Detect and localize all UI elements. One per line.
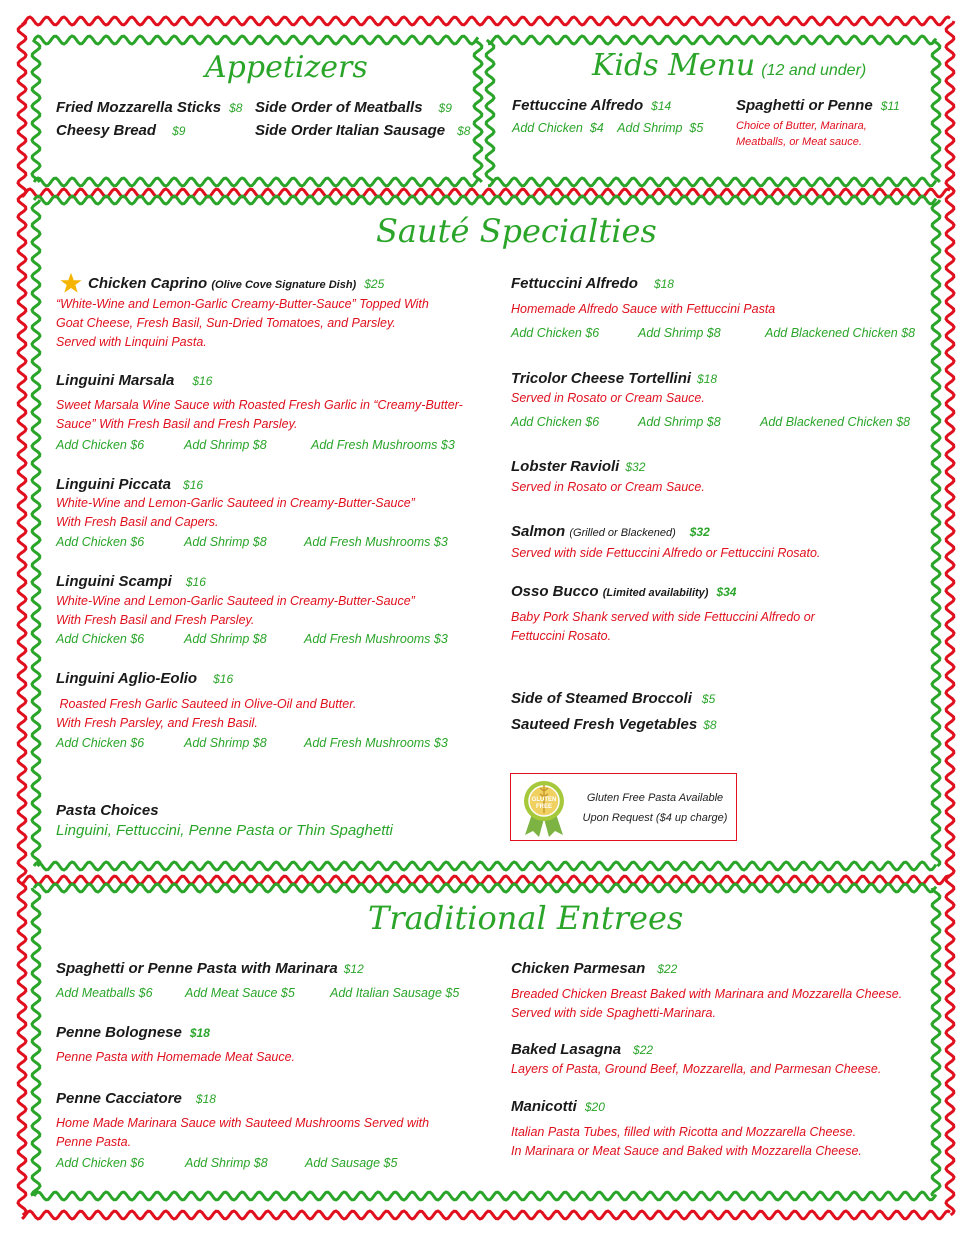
- item-name: Spaghetti or Penne: [736, 97, 873, 114]
- item-price: $16: [183, 478, 204, 492]
- addon-option: Add Shrimp $8: [184, 535, 267, 549]
- item-name: Fettuccine Alfredo: [512, 97, 644, 114]
- menu-item: [511, 458, 645, 475]
- item-price: $18: [189, 1026, 210, 1040]
- kids-age-note: (12 and under): [761, 62, 867, 79]
- wavy-border-line: [32, 200, 40, 866]
- item-price: $25: [364, 277, 385, 291]
- menu-item: [511, 716, 717, 733]
- wavy-border-line: [488, 36, 936, 44]
- wavy-border-line: [34, 178, 478, 186]
- item-note: (Olive Cove Signature Dish): [211, 279, 357, 291]
- item-description: Roasted Fresh Garlic Sauteed in Olive-Oil and Butter.: [56, 697, 357, 711]
- badge-text: FREE: [535, 804, 553, 810]
- wavy-border-line: [22, 189, 950, 197]
- wavy-border-line: [34, 884, 936, 892]
- addon-option: Add Chicken $6: [511, 326, 600, 340]
- item-description: Sweet Marsala Wine Sauce with Roasted Fresh Garlic in “Creamy-Butter-: [56, 398, 463, 412]
- appetizers-heading: Appetizers: [205, 50, 368, 85]
- item-description: Breaded Chicken Breast Baked with Marinara and Mozzarella Cheese.: [511, 987, 903, 1001]
- addon-option: Add Shrimp $8: [184, 438, 267, 452]
- addon-options: Add Chicken $4 Add Shrimp $5: [512, 121, 704, 135]
- addon-option: Add Chicken $6: [56, 535, 145, 549]
- item-name: Spaghetti or Penne Pasta with Marinara: [56, 960, 338, 977]
- menu-item: [56, 670, 233, 687]
- kids-menu-title: Kids Menu: [592, 48, 756, 83]
- item-price: $22: [633, 1043, 654, 1057]
- wavy-border-line: [34, 196, 936, 204]
- wavy-border-line: [18, 21, 26, 1215]
- item-price: $9: [438, 101, 452, 115]
- item-description: Goat Cheese, Fresh Basil, Sun-Dried Tomatoes, and Parsley.: [56, 316, 396, 330]
- menu-item: [56, 372, 212, 389]
- item-description: Served with side Spaghetti-Marinara.: [511, 1006, 716, 1020]
- gluten-free-notice: [510, 773, 737, 841]
- gluten-free-line: Gluten Free Pasta Available: [586, 792, 724, 804]
- item-price: $16: [185, 575, 206, 589]
- wavy-border-line: [932, 888, 940, 1196]
- addon-option: Add Fresh Mushrooms $3: [304, 736, 448, 750]
- menu-item: [56, 1090, 216, 1107]
- addon-option: Add Shrimp $8: [184, 736, 267, 750]
- wavy-border-line: [488, 178, 936, 186]
- item-description: Choice of Butter, Marinara,: [736, 120, 867, 132]
- menu-item: [511, 1098, 605, 1115]
- traditional-entrees-heading: Traditional Entrees: [368, 899, 684, 937]
- item-description: Layers of Pasta, Ground Beef, Mozzarella, and Parmesan Cheese.: [511, 1062, 882, 1076]
- pasta-choices-title: Pasta Choices: [56, 802, 159, 819]
- item-description: Served with Linquini Pasta.: [56, 335, 207, 349]
- item-description: With Fresh Parsley, and Fresh Basil.: [56, 716, 258, 730]
- addon-option: Add Meatballs $6: [56, 986, 153, 1000]
- addon-option: Add Fresh Mushrooms $3: [304, 535, 448, 549]
- addon-option: Add Shrimp $8: [184, 632, 267, 646]
- wavy-border-line: [474, 40, 482, 182]
- item-name: Penne Bolognese: [56, 1024, 182, 1041]
- item-description: Fettuccini Rosato.: [511, 629, 612, 643]
- item-note: (Grilled or Blackened): [569, 527, 676, 539]
- gluten-free-text: [575, 788, 735, 828]
- menu-item: [88, 275, 384, 292]
- item-description: With Fresh Basil and Capers.: [56, 515, 219, 529]
- menu-item: [511, 960, 677, 977]
- menu-item: [56, 122, 185, 139]
- menu-item: [736, 97, 900, 114]
- item-description: Penne Pasta.: [56, 1135, 132, 1149]
- item-name: Sauteed Fresh Vegetables: [511, 716, 698, 733]
- item-price: $12: [343, 962, 364, 976]
- item-name: Side Order of Meatballs: [255, 99, 423, 116]
- wavy-border-line: [34, 1192, 936, 1200]
- item-name: Linguini Scampi: [56, 573, 172, 590]
- item-name: Fettuccini Alfredo: [511, 275, 638, 292]
- item-note: (Limited availability): [602, 587, 709, 599]
- addon-option: Add Chicken $6: [56, 632, 145, 646]
- addon-option: Add Fresh Mushrooms $3: [304, 632, 448, 646]
- item-price: $18: [697, 372, 718, 386]
- wavy-border-line: [32, 40, 40, 182]
- wavy-border-line: [932, 200, 940, 866]
- item-name: Side of Steamed Broccoli: [511, 690, 692, 707]
- item-price: $18: [653, 277, 674, 291]
- saute-specialties-heading: Sauté Specialties: [376, 212, 657, 250]
- menu-item: [255, 122, 470, 139]
- item-name: Baked Lasagna: [511, 1041, 622, 1058]
- item-name: Linguini Aglio-Eolio: [56, 670, 198, 687]
- addon-option: Add Italian Sausage $5: [330, 986, 460, 1000]
- item-description: White-Wine and Lemon-Garlic Sauteed in Creamy-Butter-Sauce”: [56, 496, 415, 510]
- item-name: Penne Cacciatore: [56, 1090, 182, 1107]
- item-description: Meatballs, or Meat sauce.: [736, 136, 862, 148]
- item-description: Served in Rosato or Cream Sauce.: [511, 391, 705, 405]
- item-description: Baby Pork Shank served with side Fettuccini Alfredo or: [511, 610, 815, 624]
- item-description: White-Wine and Lemon-Garlic Sauteed in Creamy-Butter-Sauce”: [56, 594, 415, 608]
- menu-item: [511, 583, 736, 600]
- wavy-border-line: [22, 17, 950, 25]
- item-price: $8: [229, 101, 243, 115]
- menu-item: [255, 99, 452, 116]
- addon-option: Add Chicken $6: [511, 415, 600, 429]
- item-description: Sauce” With Fresh Basil and Fresh Parsley.: [56, 417, 298, 431]
- menu-item: [511, 370, 717, 387]
- pasta-choices-list: Linguini, Fettuccini, Penne Pasta or Thin Spaghetti: [56, 822, 393, 839]
- item-price: $8: [703, 718, 717, 732]
- addon-option: Add Shrimp $8: [638, 326, 721, 340]
- item-name: Linguini Piccata: [56, 476, 172, 493]
- wavy-border-line: [946, 21, 954, 1215]
- addon-option: Add Fresh Mushrooms $3: [311, 438, 455, 452]
- menu-item: [56, 573, 206, 590]
- item-description: Homemade Alfredo Sauce with Fettuccini Pasta: [511, 302, 776, 316]
- wavy-border-line: [486, 40, 494, 182]
- item-price: $16: [192, 374, 213, 388]
- kids-menu-heading: [592, 48, 866, 83]
- addon-option: Add Meat Sauce $5: [185, 986, 295, 1000]
- addon-option: Add Sausage $5: [305, 1156, 398, 1170]
- item-name: Lobster Ravioli: [511, 458, 620, 475]
- item-description: Penne Pasta with Homemade Meat Sauce.: [56, 1050, 296, 1064]
- item-description: Home Made Marinara Sauce with Sauteed Mushrooms Served with: [56, 1116, 430, 1130]
- item-price: $14: [651, 99, 672, 113]
- menu-item: [511, 690, 715, 707]
- star-icon: [60, 272, 82, 294]
- item-price: $34: [716, 585, 737, 599]
- item-price: $32: [625, 460, 646, 474]
- item-name: Fried Mozzarella Sticks: [56, 99, 222, 116]
- item-name: Side Order Italian Sausage: [255, 122, 446, 139]
- badge-text: GLUTEN: [531, 797, 557, 803]
- addon-option: Add Chicken $6: [56, 736, 145, 750]
- item-price: $8: [457, 124, 471, 138]
- item-name: Linguini Marsala: [56, 372, 175, 389]
- menu-item: [511, 1041, 653, 1058]
- item-price: $20: [584, 1100, 605, 1114]
- item-price: $32: [689, 525, 710, 539]
- addon-option: Add Blackened Chicken $8: [765, 326, 916, 340]
- menu-item: [56, 1024, 210, 1041]
- item-name: Osso Bucco: [511, 583, 599, 600]
- menu-item: [511, 275, 674, 292]
- wavy-border-line: [22, 876, 950, 884]
- wavy-border-line: [32, 888, 40, 1196]
- wavy-border-line: [34, 36, 478, 44]
- item-name: Salmon: [511, 523, 566, 540]
- item-name: Chicken Caprino: [88, 275, 208, 292]
- menu-item: [56, 960, 364, 977]
- item-price: $18: [195, 1092, 216, 1106]
- item-description: Served in Rosato or Cream Sauce.: [511, 480, 705, 494]
- item-name: Chicken Parmesan: [511, 960, 646, 977]
- item-description: Served with side Fettuccini Alfredo or Fettuccini Rosato.: [511, 546, 821, 560]
- item-price: $9: [172, 124, 186, 138]
- gluten-free-line: Upon Request ($4 up charge): [582, 812, 728, 824]
- addon-option: Add Blackened Chicken $8: [760, 415, 911, 429]
- wavy-border-line: [22, 1211, 950, 1219]
- wavy-border-line: [932, 40, 940, 182]
- item-description: With Fresh Basil and Fresh Parsley.: [56, 613, 255, 627]
- item-name: Manicotti: [511, 1098, 577, 1115]
- item-price: $22: [657, 962, 678, 976]
- item-price: $5: [701, 692, 716, 706]
- addon-option: Add Shrimp $8: [185, 1156, 268, 1170]
- item-name: Tricolor Cheese Tortellini: [511, 370, 692, 387]
- menu-item: [56, 99, 242, 116]
- item-price: $11: [880, 99, 900, 113]
- menu-item: [56, 476, 203, 493]
- addon-option: Add Chicken $6: [56, 1156, 145, 1170]
- item-price: $16: [213, 672, 234, 686]
- menu-item: [511, 523, 710, 540]
- wavy-border-line: [34, 862, 936, 870]
- item-description: “White-Wine and Lemon-Garlic Creamy-Butter-Sauce” Topped With: [56, 297, 429, 311]
- menu-item: [512, 97, 671, 114]
- addon-option: Add Shrimp $8: [638, 415, 721, 429]
- addon-option: Add Chicken $6: [56, 438, 145, 452]
- gluten-free-badge-icon: [519, 777, 569, 839]
- item-description: In Marinara or Meat Sauce and Baked with Mozzarella Cheese.: [511, 1144, 862, 1158]
- item-name: Cheesy Bread: [56, 122, 157, 139]
- item-description: Italian Pasta Tubes, filled with Ricotta and Mozzarella Cheese.: [511, 1125, 857, 1139]
